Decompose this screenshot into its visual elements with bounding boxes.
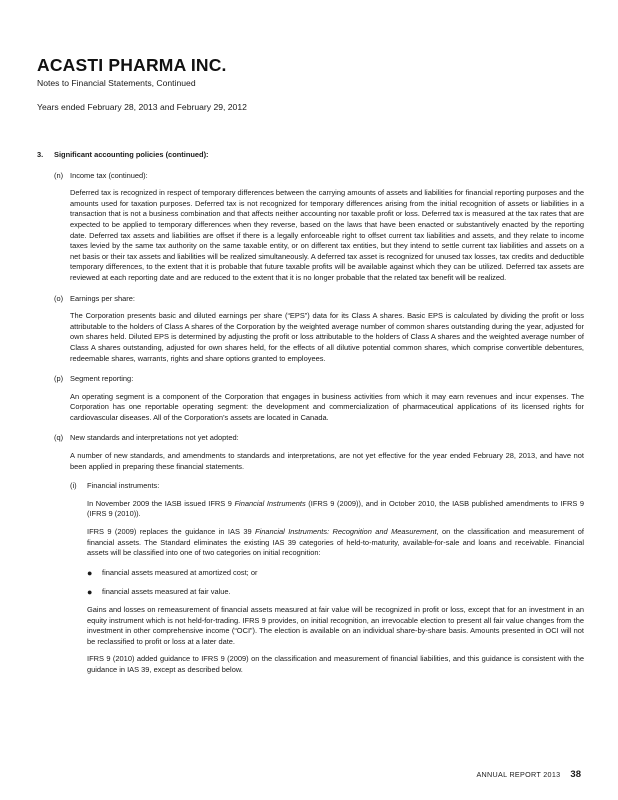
paragraph: A number of new standards, and amendments to standards and interpretations, are not yet effective for the year ended February 28, 2013, and have not been applied in preparing these financial statements.: [70, 451, 584, 471]
paragraph: IFRS 9 (2010) added guidance to IFRS 9 (2009) on the classification and measurement of financial liabilities, and this guidance is consistent with the guidance in IAS 39, except as described below.: [87, 654, 584, 674]
text-run: (IFRS 9 (2009)), and in October 2010, the IASB published amendments to IFRS 9 (IFRS 9 (2010)).: [87, 498, 585, 519]
paragraph: The Corporation presents basic and diluted earnings per share (“EPS”) data for its Class A shares. Basic EPS is calculated by dividing the profit or loss attributable to the holders of Class A shares of the Corporation by the weighted average number of common shares outstanding during the year, adjusted for own shares held. Diluted EPS is determined by adjusting the profit or loss attributable to the holders of Class A shares and the weighted average number of Class A shares outstanding, adjusted for own shares held, for the effects of all dilutive potential common shares, which comprise convertible debentures, redeemable shares, warrants, rights and share options granted to employees.: [70, 311, 584, 363]
subsection-heading: [37, 171, 584, 182]
section-title: Significant accounting policies (continued):: [54, 150, 209, 159]
bullet-item: [87, 587, 584, 598]
subsection-letter: (q): [54, 433, 64, 443]
paragraph: Gains and losses on remeasurement of financial assets measured at fair value will be recognized in profit or loss, except that for an investment in an equity instrument which is not held-for-trading. IFRS 9 provides, on initial recognition, an irrevocable election to present all fair value changes from the investment in other comprehensive income (“OCI”). The election is available on an individual share-by-share basis. Amounts presented in OCI will not be reclassified to profit or loss at a later date.: [87, 605, 584, 646]
subsection-letter: (n): [54, 170, 64, 180]
item-heading: [70, 481, 584, 492]
item-title: Financial instruments:: [87, 481, 160, 491]
subsection-title: Segment reporting:: [70, 374, 134, 384]
subsection-earnings-per-share: [37, 294, 584, 365]
document-subtitle: Notes to Financial Statements, Continued: [37, 78, 196, 88]
subsection-segment-reporting: [37, 374, 584, 423]
text-run: IFRS 9 (2009) replaces the guidance in IAS 39: [87, 527, 256, 537]
standard-title: Financial Instruments: [234, 498, 306, 508]
reporting-period: Years ended February 28, 2013 and February 29, 2012: [37, 102, 247, 112]
bullet-icon: ●: [87, 567, 93, 578]
subsection-heading: [37, 294, 584, 305]
text-run: , on the classification and measurement of financial assets. The Standard eliminates the existing IAS 39 categories of held-to-maturity, available-for-sale and loans and receivable. Financial assets will be classified into one of two categories on initial recognition:: [87, 527, 584, 558]
subsection-letter: (p): [54, 374, 64, 384]
item-number: (i): [70, 481, 77, 491]
subsection-heading: [37, 374, 584, 385]
paragraph: [87, 499, 584, 520]
paragraph: An operating segment is a component of the Corporation that engages in business activities from which it may earn revenues and incur expenses. The Corporation has one reportable operating segment: the development and commercialization of pharmaceutical applications of its licensed rights for cardiovascular diseases. All of the Corporation’s assets are located in Canada.: [70, 391, 584, 422]
section-heading: [37, 150, 584, 161]
footer-label: ANNUAL REPORT 2013: [476, 770, 561, 779]
subsection-new-standards: [37, 433, 584, 675]
subsection-title: Income tax (continued):: [70, 170, 148, 180]
subsection-income-tax: [37, 171, 584, 284]
text-run: In November 2009 the IASB issued IFRS 9: [87, 498, 235, 508]
subsection-title: Earnings per share:: [70, 293, 135, 303]
paragraph: [87, 527, 584, 559]
section-number: 3.: [37, 150, 44, 159]
company-name: ACASTI PHARMA INC.: [37, 55, 227, 75]
subsection-heading: [37, 433, 584, 444]
bullet-text: financial assets measured at fair value.: [102, 587, 231, 597]
bullet-icon: ●: [87, 587, 93, 598]
bullet-item: [87, 568, 584, 579]
bullet-text: financial assets measured at amortized cost; or: [102, 567, 258, 577]
paragraph: Deferred tax is recognized in respect of temporary differences between the carrying amounts of assets and liabilities for financial reporting purposes and the amounts used for taxation purposes. Deferred tax is not recognized for temporary differences arising from the initial recognition of assets or liabilities in a transaction that is not a business combination and that affects neither accounting nor taxable profit or loss. Deferred tax is measured at the tax rates that are expected to be applied to temporary differences when they reverse, based on the laws that have been enacted or substantively enacted by the reporting date. Deferred tax assets and liabilities are offset if there is a legally enforceable right to offset current tax liabilities and assets, and they relate to income taxes levied by the same tax authority on the same taxable entity, or on different tax entities, but they intend to settle current tax liabilities and assets on a net basis or their tax assets and liabilities will be realized simultaneously. A deferred tax asset is recognized for unused tax losses, tax credits and deductible temporary differences, to the extent that it is probable that future taxable profits will be available against which they can be utilized. Deferred tax assets are reviewed at each reporting date and are reduced to the extent that it is no longer probable that the related tax benefit will be realized.: [70, 188, 584, 282]
item-financial-instruments: [70, 481, 584, 675]
page-number: 38: [570, 769, 581, 780]
standard-title: Financial Instruments: Recognition and Measurement: [255, 527, 437, 537]
note-body: [37, 150, 584, 676]
subsection-title: New standards and interpretations not yet adopted:: [70, 433, 239, 443]
page-footer: [476, 769, 581, 780]
subsection-letter: (o): [54, 293, 64, 303]
